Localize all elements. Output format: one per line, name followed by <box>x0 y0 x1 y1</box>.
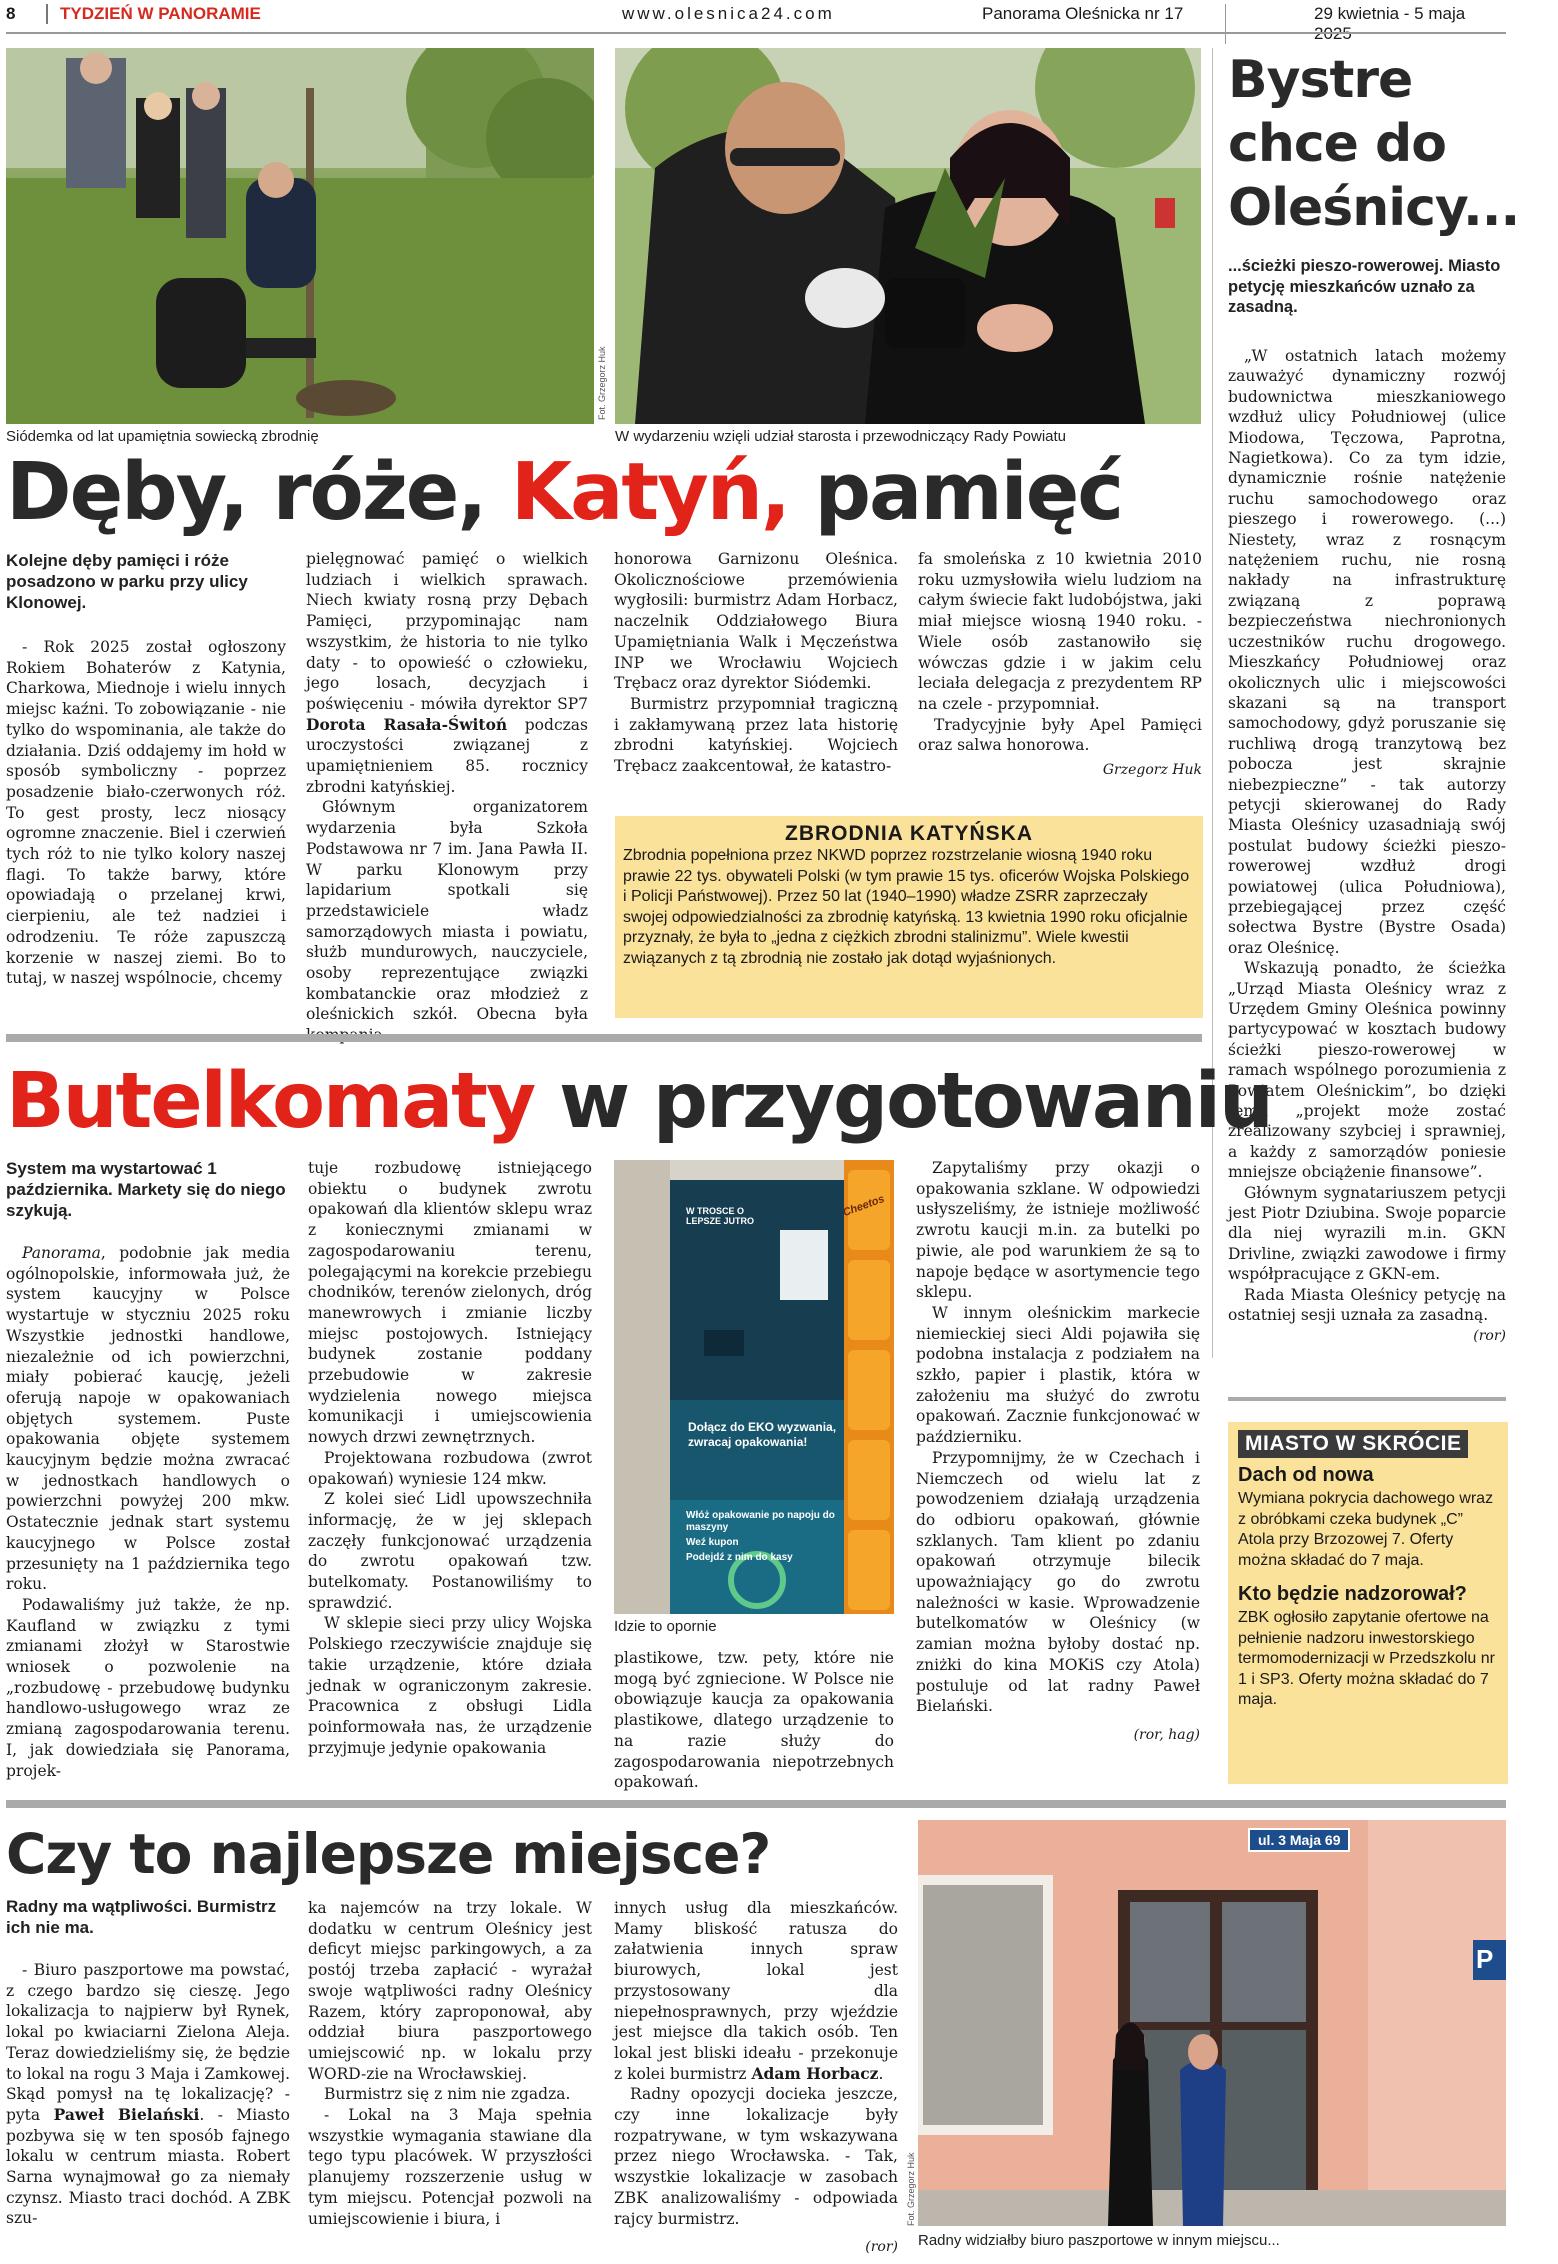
text: - Biuro paszportowe ma powstać, z czego bardzo się cieszę. Jego lokalizacja to najpierw był Rynek, lokal po kwiaciarni Zielona Aleja. Teraz dowiedzieliśmy się, że będzie to lokal na rogu 3 Maja i Zamkowej. Skąd pomysł na tę lokalizację? - pyta <box>6 1961 290 2124</box>
paragraph: - Rok 2025 został ogłoszony Rokiem Bohaterów z Katynia, Charkowa, Miednoje i wielu innych miejsc kaźni. To zobowiązanie - nie tylko do wspominania, ale także do działania. Dziś oddajemy im hołd w sposób symboliczny - poprzez posadzenie biało-czerwonych róż. To gest prosty, lecz niosący ogromne znaczenie. Biel i czerwień tych róż to nie tylko kolory naszej flagi. To także barwy, które opowiadają o przelanej krwi, cierpieniu, ale też nadziei i odrodzeniu. Te róże zapuszczą korzenie w naszej ziemi. Bo to tutaj, w naszej wspólnocie, chcemy <box>6 638 286 988</box>
article-column <box>306 549 588 1046</box>
sidebar-divider <box>1212 48 1213 1358</box>
machine-step: Weź kupon <box>686 1537 739 1548</box>
brief-title: Kto będzie nadzorował? <box>1238 1583 1467 1605</box>
paragraph: honorowa Garnizonu Oleśnica. Okolicznościowe przemówienia wygłosili: burmistrz Adam Horbacz, naczelnik Oddziałowego Biura Upamiętniania Walk i Męczeństwa INP we Wrocławiu Wojciech Trębacz oraz dyrektor Siódemki. <box>614 550 898 693</box>
article-headline: Czy to najlepsze miejsce? <box>6 1822 771 1886</box>
headline-part: Dęby, róże, <box>6 446 511 538</box>
paragraph: Podawaliśmy już także, że np. Kaufland w związku z tymi zmianami złożył w Starostwie wniosek o pozwolenie na „rozbudowę - przebudowę budynku handlowo-usługowego wraz ze zmianą zagospodarowania terenu. I, jak dowiedziała się Panorama, projek- <box>6 1595 290 1780</box>
article-lead: Kolejne dęby pamięci i róże posadzono w parku przy ulicy Klonowej. <box>6 551 248 612</box>
article-column <box>6 1243 290 1781</box>
text: . - Miasto pozbywa się w ten sposób fajnego lokalu w centrum miasta. Robert Sarna wynajmował go za niemały czynsz. Miasto traci dochód. A ZBK szu- <box>6 2105 290 2228</box>
machine-slogan: Dołącz do EKO wyzwania, zwracaj opakowania! <box>688 1420 837 1449</box>
brief-title: Dach od nowa <box>1238 1464 1374 1486</box>
issue-date: 29 kwietnia - 5 maja <box>1225 4 1506 44</box>
text: . <box>878 2064 884 2083</box>
author-signature: (ror, hag) <box>1133 1726 1200 1743</box>
paragraph: Burmistrz przypomniał tragiczną i zakłamywaną przez lata historię zbrodni katyńskiej. Wojciech Trębacz zaakcentował, że katastro- <box>614 694 898 776</box>
paragraph <box>6 1960 290 2229</box>
photo-tree-planting <box>6 48 594 424</box>
paragraph: W innym oleśnickim markecie niemieckiej sieci Aldi pojawiła się podobna instalacja z podziałem na szkło, papier i plastik, która w założeniu ma służyć do zwrotu opakowań. Zacznie funkcjonować w październiku. <box>916 1303 1200 1447</box>
machine-step: Włóż opakowanie po napoju do maszyny <box>686 1510 835 1533</box>
info-box-text: Zbrodnia popełniona przez NKWD poprzez rozstrzelanie wiosną 1940 roku prawie 22 tys. obywateli Polski (w tym prawie 15 tys. oficerów Wojska Polskiego i Policji Państwowej). Przez 50 lat (1940–1990) władze ZSRR zaprzeczały swojej odpowiedzialności za zbrodnię katyńską. 13 kwietnia 1990 roku oficjalnie przyznały, że była to „jedna z ciężkich zbrodni stalinizmu”. Wiele kwestii związanych z tą zbrodnią nie zostało jak dotąd wyjaśnionych. <box>623 847 1190 967</box>
sidebar-headline: Bystre chce do Oleśnicy... <box>1228 50 1520 238</box>
article-column <box>614 1898 898 2258</box>
machine-label: W TROSCE O LEPSZE JUTRO <box>686 1206 755 1226</box>
author-signature: (ror) <box>1473 1327 1506 1344</box>
headline-highlight: Katyń, <box>510 446 789 538</box>
paragraph: tuje rozbudowę istniejącego obiektu o budynek zwrotu opakowań dla klientów sklepu wraz z koniecznymi zmianami w zagospodarowaniu terenu, polegającymi na korekcie przebiegu chodników, terenów zielonych, dróg manewrowych i zmianie liczby miejsc postojowych. Istniejący budynek zostanie poddany przebudowie w zakresie wydzielenia nowego miejsca komunikacji i umiejscowienia nowych drzwi zewnętrznych. <box>308 1159 592 1447</box>
magazine-issue: Panorama Oleśnicka nr 17 <box>982 4 1184 23</box>
paragraph: Przypomnijmy, że w Czechach i Niemczech od wielu lat z powodzeniem działają urządzenia do odbioru opakowań, głównie szklanych. Tam klient po zdaniu opakowań otrzymuje bilecik upoważniający go do zwrotu należności w kasie. Wprowadzenie butelkomatów w Oleśnicy (w zamian można byłoby dostać np. zniżki do kina MOKiS czy Atola) postuluje od lat radny Paweł Bielański. <box>916 1448 1200 1716</box>
person-name: Paweł Bielański <box>53 2104 200 2124</box>
paragraph: Głównym organizatorem wydarzenia była Szkoła Podstawowa nr 7 im. Jana Pawła II. W parku Klonowym przy lapidarium spotkali się przedstawiciele władz samorządowych miasta i powiatu, służb mundurowych, nauczyciele, osoby reprezentujące związki kombatanckie oraz młodzież z oleśnickich szkół. Obecna była <box>306 798 588 1024</box>
page-header <box>6 4 1506 30</box>
paragraph: Z kolei sieć Lidl upowszechniła informację, że w jej sklepach zaczęły funkcjonować urządzenia do zwrotu opakowań tzw. butelkomaty. Postanowiliśmy to sprawdzić. <box>308 1490 592 1612</box>
article-headline <box>6 1052 1272 1152</box>
paragraph: Projektowana rozbudowa (zwrot opakowań) wyniesie 124 mkw. <box>308 1448 592 1488</box>
article-headline <box>6 442 1122 542</box>
paragraph: Rada Miasta Oleśnicy petycję na ostatniej sesji uznała za zasadną. <box>1228 1285 1506 1325</box>
machine-step: Podejdź z nim do kasy <box>686 1552 793 1563</box>
photo-credit: Fot. Grzegorz Huk <box>906 2152 916 2226</box>
person-name: Dorota Rasała-Świtoń <box>306 714 508 734</box>
paragraph: Wskazują ponadto, że ścieżka „Urząd Miasta Oleśnicy wraz z Urzędem Gminy Oleśnica powinny partycypować w kosztach budowy ścieżki pieszo-rowerowej w ramach wspólnego porozumienia z Powiatem Oleśnickim”, bo dzięki temu „projekt może zostać zrealizowany szybciej i sprawniej, a każdy z samorządów poniesie mniejsze obciążenie finansowe”. <box>1228 959 1506 1182</box>
paragraph: plastikowe, tzw. pety, które nie mogą być zgniecione. W Polsce nie obowiązuje kaucja za opakowania plastikowe, dlatego urządzenie to na razie służy do zagospodarowania niepotrzebnych opakowań. <box>614 1649 894 1792</box>
text: podczas uroczystości związanej z upamiętnieniem 85. rocznicy zbrodni katyńskiej. <box>306 715 588 796</box>
header-rule <box>6 32 1506 34</box>
text: innych usług dla mieszkańców. Mamy bliskość ratusza do załatwienia innych spraw biurowych, lokal jest przystosowany dla niepełnosprawnych, przy wjeździe jest miejsce dla takich osób. Ten lokal jest bliski ideału - przekonuje z kolei burmistrz <box>614 1899 898 2083</box>
paragraph: Głównym sygnatariuszem petycji jest Piotr Dziubina. Swoje poparcie dla niej wyrazili m.in. GKN Drivline, związki zawodowe i firmy współpracujące z GKN-em. <box>1228 1183 1506 1284</box>
photo-caption: W wydarzeniu wzięli udział starosta i przewodniczący Rady Powiatu <box>615 428 1067 445</box>
paragraph: Zapytaliśmy przy okazji o opakowania szklane. W odpowiedzi usłyszeliśmy, że istnieje możliwość zwrotu kaucji m.in. za butelki po piwie, ale pod warunkiem że są to napoje będące w asortymencie tego sklepu. <box>916 1159 1200 1302</box>
paragraph: Burmistrz się z nim nie zgadza. <box>324 2085 571 2104</box>
page-number: 8 <box>6 4 16 23</box>
section-divider <box>6 1034 1202 1042</box>
article-column <box>308 1898 592 2229</box>
article-column <box>614 1648 894 1793</box>
author-signature: Grzegorz Huk <box>1102 762 1202 779</box>
article-column <box>916 1158 1200 1746</box>
headline-part: pamięć <box>788 446 1123 538</box>
paragraph: W sklepie sieci przy ulicy Wojska Polskiego rzeczywiście znajduje się takie urządzenie, które działa jednak w ograniczonym zakresie. Pracownica z obsługi Lidla poinformowała nas, że urządzenie przyjmuje jedynie opakowania <box>308 1614 592 1757</box>
photo-officials <box>615 48 1201 424</box>
article-column <box>918 549 1202 781</box>
paragraph: fa smoleńska z 10 kwietnia 2010 roku uzmysłowiła wielu ludziom na całym świecie fakt ludobójstwa, jaki miał miejsce wiosną 1940 roku. - Wiele osób zastanowiło się wówczas gdzie i w jakim celu leciała delegacja z prezydentem RP na czele - przypomniał. <box>918 550 1202 713</box>
paragraph: - Lokal na 3 Maja spełnia wszystkie wymagania stawiane dla tego typu placówek. W przyszłości planujemy rozszerzenie usług w tym miejscu. Potencjał pozwoli na umiejscowienie i biura, i <box>308 2106 592 2228</box>
section-divider <box>6 1800 1506 1808</box>
publication-name: Panorama <box>22 1244 101 1262</box>
article-column <box>308 1158 592 1758</box>
article-column <box>6 637 286 989</box>
parking-sign: P <box>1476 1944 1494 1974</box>
headline-highlight: Butelkomaty <box>6 1057 535 1146</box>
article-column <box>6 1960 290 2229</box>
paragraph <box>614 1898 898 2084</box>
news-brief-box <box>1228 1422 1508 1784</box>
photo-caption: Radny widziałby biuro paszportowe w innym miejscu... <box>918 2232 1280 2249</box>
article-column <box>614 549 898 777</box>
paragraph: Radny opozycji docieka jeszcze, czy inne lokalizacje były rozpatrywane, w tym wskazywana przez niego Wrocławska. - Tak, wszystkie lokalizacje w zasobach ZBK analizowaliśmy - odpowiada rajcy burmistrz. <box>614 2085 898 2228</box>
sidebar-column <box>1228 346 1506 1346</box>
headline-part: w przygotowaniu <box>534 1057 1272 1146</box>
photo-bottle-machine <box>614 1160 894 1614</box>
photo-passport-office <box>918 1820 1506 2226</box>
info-box-title: ZBRODNIA KATYŃSKA <box>785 822 1033 845</box>
paragraph <box>6 1243 290 1595</box>
text: , podobnie jak media ogólnopolskie, informowała już, że system kaucyjny w Polsce wystartuje w styczniu 2025 roku Wszystkie jednostki handlowe, niezależnie od ich powierzchni, miały pobierać kaucję, jeżeli oferują napoje w opakowaniach objętych systemem. Puste opakowania objęte systemem kaucyjnym będzie można zwracać w jednostkach handlowych o powierzchni powyżej 200 mkw. Ostatecznie jednak start systemu kaucyjnego w Polsce został przesunięty na 1 października tego roku. <box>6 1244 290 1594</box>
photo-caption: Idzie to opornie <box>614 1618 717 1635</box>
paragraph: „W ostatnich latach możemy zauważyć dynamiczny rozwój budownictwa mieszkaniowego wzdłuż ulicy Południowej (ulice Miodowa, Tęczowa, Paprotna, Nagietkowa). Co za tym idzie, dynamicznie rośnie natężenie ruchu samochodowego oraz pieszego i rowerowego. (...) Niestety, wraz z rosnącym natężeniem ruchu, nie rosną nakłady na infrastrukturę związaną z poprawą bezpieczeństwa niechronionych uczestników ruchu drogowego. Mieszkańcy Południowej oraz okolicznych ulic i miejscowości skazani są na transport samochodowy, gdyż poruszanie się ruchliwą drogą tranzytową bez pobocza jest skrajnie niebezpieczne” - tak autorzy petycji skierowanej do Rady Miasta Oleśnicy uzasadniają swój postulat budowy ścieżki pieszo- rowerowej wzdłuż drogi powiatowej (ulica Południowa), przebiegającej przez część sołectwa Bystre (Bystre Osada) oraz Oleśnicę. <box>1228 347 1506 957</box>
sidebar-rule <box>1228 1397 1506 1401</box>
site-url[interactable]: www.olesnica24.com <box>622 4 835 23</box>
brief-text: ZBK ogłosiło zapytanie ofertowe na pełnienie nadzoru inwestorskiego termomodernizacji w Przedszkolu nr 1 i SP3. Oferty można składać do 7 maja. <box>1238 1609 1495 1708</box>
article-lead: System ma wystartować 1 października. Markety się do niego szykują. <box>6 1159 286 1220</box>
street-sign: ul. 3 Maja 69 <box>1248 1828 1350 1852</box>
article-lead: Radny ma wątpliwości. Burmistrz ich nie ma. <box>6 1897 277 1937</box>
paragraph: Tradycyjnie były Apel Pamięci oraz salwa honorowa. <box>918 715 1202 755</box>
author-signature: (ror) <box>865 2239 898 2256</box>
sidebar-lead: ...ścieżki pieszo-rowerowej. Miasto petycję mieszkańców uznało za zasadną. <box>1228 257 1501 316</box>
paragraph: ka najemców na trzy lokale. W dodatku w centrum Oleśnicy jest deficyt miejsc parkingowych, a za postój trzeba zapłacić - wyrażał swoje wątpliwości radny Oleśnicy Razem, który zaproponował, aby oddział biura paszportowego umiejscowić np. w lokalu przy WORD-zie na Wrocławskiej. <box>308 1899 592 2083</box>
text: pielęgnować pamięć o wielkich ludziach i wielkich sprawach. Niech kwiaty rosną przy Dębach Pamięci, przypominając nam wszystkim, że historia to nie tylko daty - to opowieść o człowieku, jego losach, decyzjach i poświęceniu - mówiła dyrektor SP7 <box>306 550 588 713</box>
photo-credit: Fot. Grzegorz Huk <box>597 346 607 420</box>
section-title: TYDZIEŃ W PANORAMIE <box>46 4 261 24</box>
snack-brand-label: Cheetos <box>841 1192 887 1220</box>
machine-steps <box>686 1510 836 1564</box>
brief-text: Wymiana pokrycia dachowego wraz z obróbkami czeka budynek „C” Atola przy Brzozowej 7. Oferty można składać do 7 maja. <box>1238 1490 1494 1569</box>
info-box <box>615 816 1203 1018</box>
paragraph <box>306 549 588 797</box>
news-brief-header: MIASTO W SKRÓCIE <box>1238 1430 1468 1458</box>
photo-caption: Siódemka od lat upamiętnia sowiecką zbrodnię <box>6 428 319 445</box>
person-name: Adam Horbacz <box>751 2063 879 2083</box>
